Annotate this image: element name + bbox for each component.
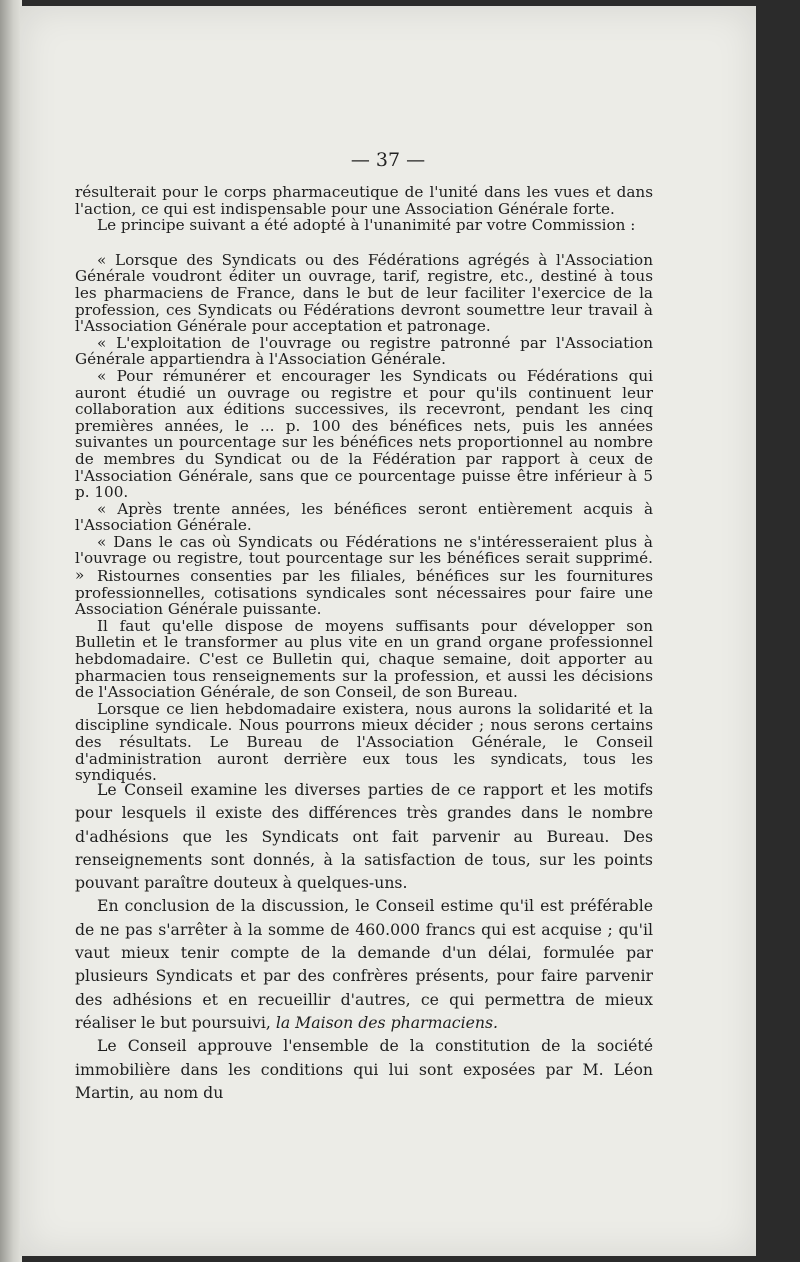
quoted-principle: « Lorsque des Syndicats ou des Fédérations agrégés à l'Association Générale voudront éditer un ouvrage, tarif, registre, etc., destiné à tous les pharmaciens de France, dans le but de leur faciliter l'exercice de la profession, ces Syndicats ou Fédérations devront soumettre leur travail à l'Association Générale pour acceptation et patronage. — [75, 250, 653, 336]
paragraph-text: En conclusion de la discussion, le Conseil estime qu'il est préférable de ne pas s'arrêter à la somme de 460.000 francs qui est acquise ; qu'il vaut mieux tenir compte de la demande d'un délai, formulée par plusieurs Syndicats et par des confrères présents, pour faire parvenir des adhésions et en recueillir d'autres, ce qui permettra de mieux réaliser le but poursuivi, — [75, 896, 653, 1032]
quoted-principle: « Après trente années, les bénéfices seront entièrement acquis à l'Association Générale. — [75, 499, 653, 535]
paragraph: Le Conseil examine les diverses parties de ce rapport et les motifs pour lesquels il existe des différences très grandes dans le nombre d'adhésions que les Syndicats ont fait parvenir au Bureau. Des renseignements sont donnés, à la satisfaction de tous, sur les points pouvant paraître douteux à quelques-uns. — [75, 780, 653, 893]
adjacent-page-edge — [0, 0, 22, 1262]
italic-title: la Maison des pharmaciens. — [275, 1012, 499, 1032]
document-page — [20, 6, 756, 1256]
quoted-principle: « Dans le cas où Syndicats ou Fédérations ne s'intéresseraient plus à l'ouvrage ou registre, tout pourcentage sur les bénéfices serait supprimé. » — [75, 532, 653, 585]
paragraph: Lorsque ce lien hebdomadaire existera, nous aurons la solidarité et la discipline syndicale. Nous pourrons mieux décider ; nous serons certains des résultats. Le Bureau de l'Association Générale, le Conseil d'administration auront derrière eux tous les syndicats, tous les syndiqués. — [75, 699, 653, 785]
quoted-principle: « Pour rémunérer et encourager les Syndicats ou Fédérations qui auront étudié un ouvrage ou registre et pour qu'ils continuent leur collaboration aux éditions successives, ils recevront, pendant les cinq premières années, le ... p. 100 des bénéfices nets, puis les années suivantes un pourcentage sur les bénéfices nets proportionnel au nombre de membres du Syndicat ou de la Fédération par rapport à ceux de l'Association Générale, sans que ce pourcentage puisse être inférieur à 5 p. 100. — [75, 366, 653, 502]
quoted-principle: « L'exploitation de l'ouvrage ou registre patronné par l'Association Générale appartiendra à l'Association Générale. — [75, 333, 653, 369]
paragraph: Le Conseil approuve l'ensemble de la constitution de la société immobilière dans les conditions qui lui sont exposées par M. Léon Martin, au nom du — [75, 1036, 653, 1102]
paragraph: résulterait pour le corps pharmaceutique de l'unité dans les vues et dans l'action, ce qui est indispensable pour une Association Générale forte. — [75, 183, 653, 218]
paragraph: Le principe suivant a été adopté à l'unanimité par votre Commission : — [97, 216, 636, 235]
page-number: — 37 — — [350, 149, 426, 171]
section-commission-principle — [75, 184, 653, 584]
paragraph: Ristournes consenties par les filiales, bénéfices sur les fournitures professionnelles, cotisations syndicales sont nécessaires pour faire une Association Générale puissante. — [75, 567, 653, 619]
section-bulletin — [75, 568, 653, 784]
section-council-minutes — [75, 778, 653, 1104]
paragraph-conclusion — [75, 894, 653, 1034]
paragraph: Il faut qu'elle dispose de moyens suffisants pour développer son Bulletin et le transformer au plus vite en un grand organe professionnel hebdomadaire. C'est ce Bulletin qui, chaque semaine, doit apporter au pharmacien tous renseignements sur la profession, et aussi les décisions de l'Association Générale, de son Conseil, de son Bureau. — [75, 616, 653, 702]
